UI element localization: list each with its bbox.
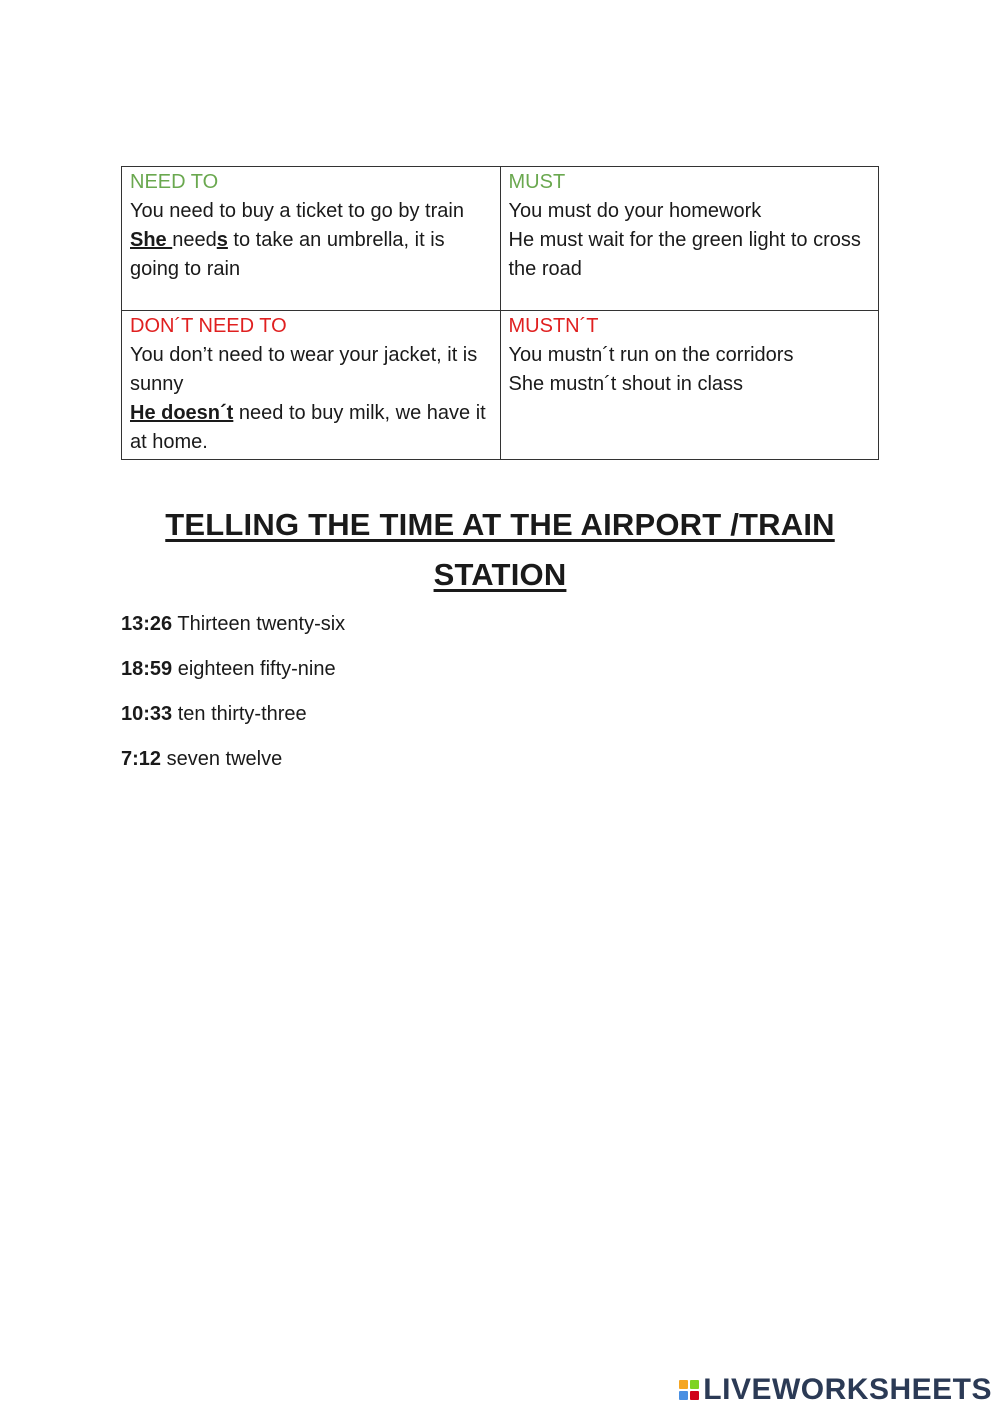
need-to-example-1: You need to buy a ticket to go by train [130,200,464,222]
logo-block [690,1391,699,1400]
time-words: Thirteen twenty-six [172,613,346,635]
need-to-title: NEED TO [130,171,219,193]
time-words: ten thirty-three [172,703,307,725]
logo-text: LIVEWORKSHEETS [703,1373,992,1406]
must-example-2: He must wait for the green light to cross the road [508,229,861,280]
heading-line-1: TELLING THE TIME AT THE AIRPORT /TRAIN [165,507,835,542]
mustnt-example-1: You mustn´t run on the corridors [508,344,794,366]
time-list [121,610,721,790]
dont-need-to-example-2-rest: need to buy milk, we have it at home. [130,402,486,453]
dont-need-to-title: DON´T NEED TO [130,315,287,337]
dont-need-to-example-2 [130,399,492,457]
mustnt-cell [500,311,879,460]
logo-blocks-icon [679,1380,699,1400]
third-person-s: s [216,229,228,251]
list-item [121,700,721,728]
section-heading [121,500,879,600]
list-item [121,655,721,683]
time-words: eighteen fifty-nine [172,658,336,680]
heading-line-2: STATION [433,557,567,592]
logo-block [679,1391,688,1400]
logo-block [679,1380,688,1389]
time-value: 18:59 [121,658,173,680]
time-value: 7:12 [121,748,162,770]
need-to-cell [122,167,501,311]
time-words: seven twelve [161,748,283,770]
dont-need-to-cell [122,311,501,460]
verb-need: need [172,229,217,251]
time-value: 10:33 [121,703,173,725]
table-row [122,311,879,460]
need-to-example-2 [130,226,492,284]
must-title: MUST [508,171,566,193]
dont-need-to-example-1: You don’t need to wear your jacket, it is sunny [130,344,478,395]
time-value: 13:26 [121,613,173,635]
subject-he-doesnt: He doesn´t [130,402,234,424]
liveworksheets-logo [679,1375,992,1405]
list-item [121,745,721,773]
table-row [122,167,879,311]
logo-block [690,1380,699,1389]
list-item [121,610,721,638]
mustnt-title: MUSTN´T [508,315,599,337]
mustnt-example-2: She mustn´t shout in class [508,373,744,395]
subject-she: She [130,229,173,251]
need-to-example-2-rest: to take an umbrella, it is going to rain [130,229,445,280]
must-example-1: You must do your homework [508,200,762,222]
grammar-table [121,166,879,460]
must-cell [500,167,879,311]
